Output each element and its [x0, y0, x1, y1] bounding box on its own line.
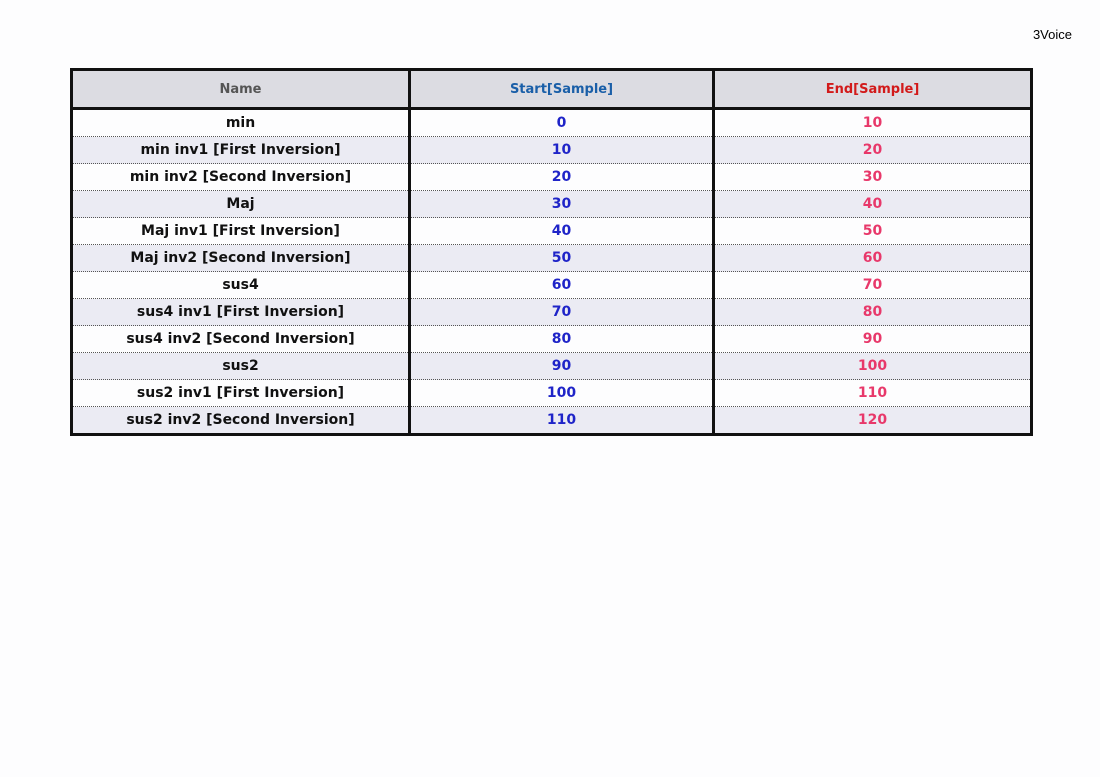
cell-start: 100: [410, 380, 714, 407]
table-body: [72, 109, 1032, 435]
cell-name: sus4 inv2 [Second Inversion]: [72, 326, 410, 353]
cell-end: 20: [714, 137, 1032, 164]
cell-name: sus2 inv2 [Second Inversion]: [72, 407, 410, 435]
table-row: [72, 109, 1032, 137]
cell-name: Maj: [72, 191, 410, 218]
cell-end: 70: [714, 272, 1032, 299]
cell-end: 50: [714, 218, 1032, 245]
cell-name: min: [72, 109, 410, 137]
table-row: [72, 380, 1032, 407]
table-row: [72, 164, 1032, 191]
cell-start: 60: [410, 272, 714, 299]
cell-end: 30: [714, 164, 1032, 191]
cell-name: min inv2 [Second Inversion]: [72, 164, 410, 191]
table-row: [72, 218, 1032, 245]
chord-sample-table: [70, 68, 1033, 436]
cell-name: sus4: [72, 272, 410, 299]
cell-end: 100: [714, 353, 1032, 380]
cell-name: min inv1 [First Inversion]: [72, 137, 410, 164]
cell-name: sus4 inv1 [First Inversion]: [72, 299, 410, 326]
cell-start: 0: [410, 109, 714, 137]
table-header-row: [72, 70, 1032, 109]
table-row: [72, 407, 1032, 435]
cell-start: 90: [410, 353, 714, 380]
table-row: [72, 191, 1032, 218]
table-row: [72, 353, 1032, 380]
cell-name: Maj inv1 [First Inversion]: [72, 218, 410, 245]
table-row: [72, 245, 1032, 272]
cell-name: Maj inv2 [Second Inversion]: [72, 245, 410, 272]
cell-start: 30: [410, 191, 714, 218]
cell-end: 110: [714, 380, 1032, 407]
table-row: [72, 272, 1032, 299]
table-row: [72, 299, 1032, 326]
cell-start: 70: [410, 299, 714, 326]
cell-end: 10: [714, 109, 1032, 137]
cell-start: 20: [410, 164, 714, 191]
column-header-end: End[Sample]: [714, 70, 1032, 109]
cell-start: 50: [410, 245, 714, 272]
cell-name: sus2: [72, 353, 410, 380]
cell-name: sus2 inv1 [First Inversion]: [72, 380, 410, 407]
cell-end: 120: [714, 407, 1032, 435]
cell-end: 60: [714, 245, 1032, 272]
cell-end: 90: [714, 326, 1032, 353]
column-header-name: Name: [72, 70, 410, 109]
cell-end: 40: [714, 191, 1032, 218]
cell-start: 80: [410, 326, 714, 353]
table-row: [72, 137, 1032, 164]
document-label: 3Voice: [1032, 27, 1072, 42]
cell-start: 10: [410, 137, 714, 164]
cell-start: 110: [410, 407, 714, 435]
table-row: [72, 326, 1032, 353]
cell-start: 40: [410, 218, 714, 245]
cell-end: 80: [714, 299, 1032, 326]
column-header-start: Start[Sample]: [410, 70, 714, 109]
